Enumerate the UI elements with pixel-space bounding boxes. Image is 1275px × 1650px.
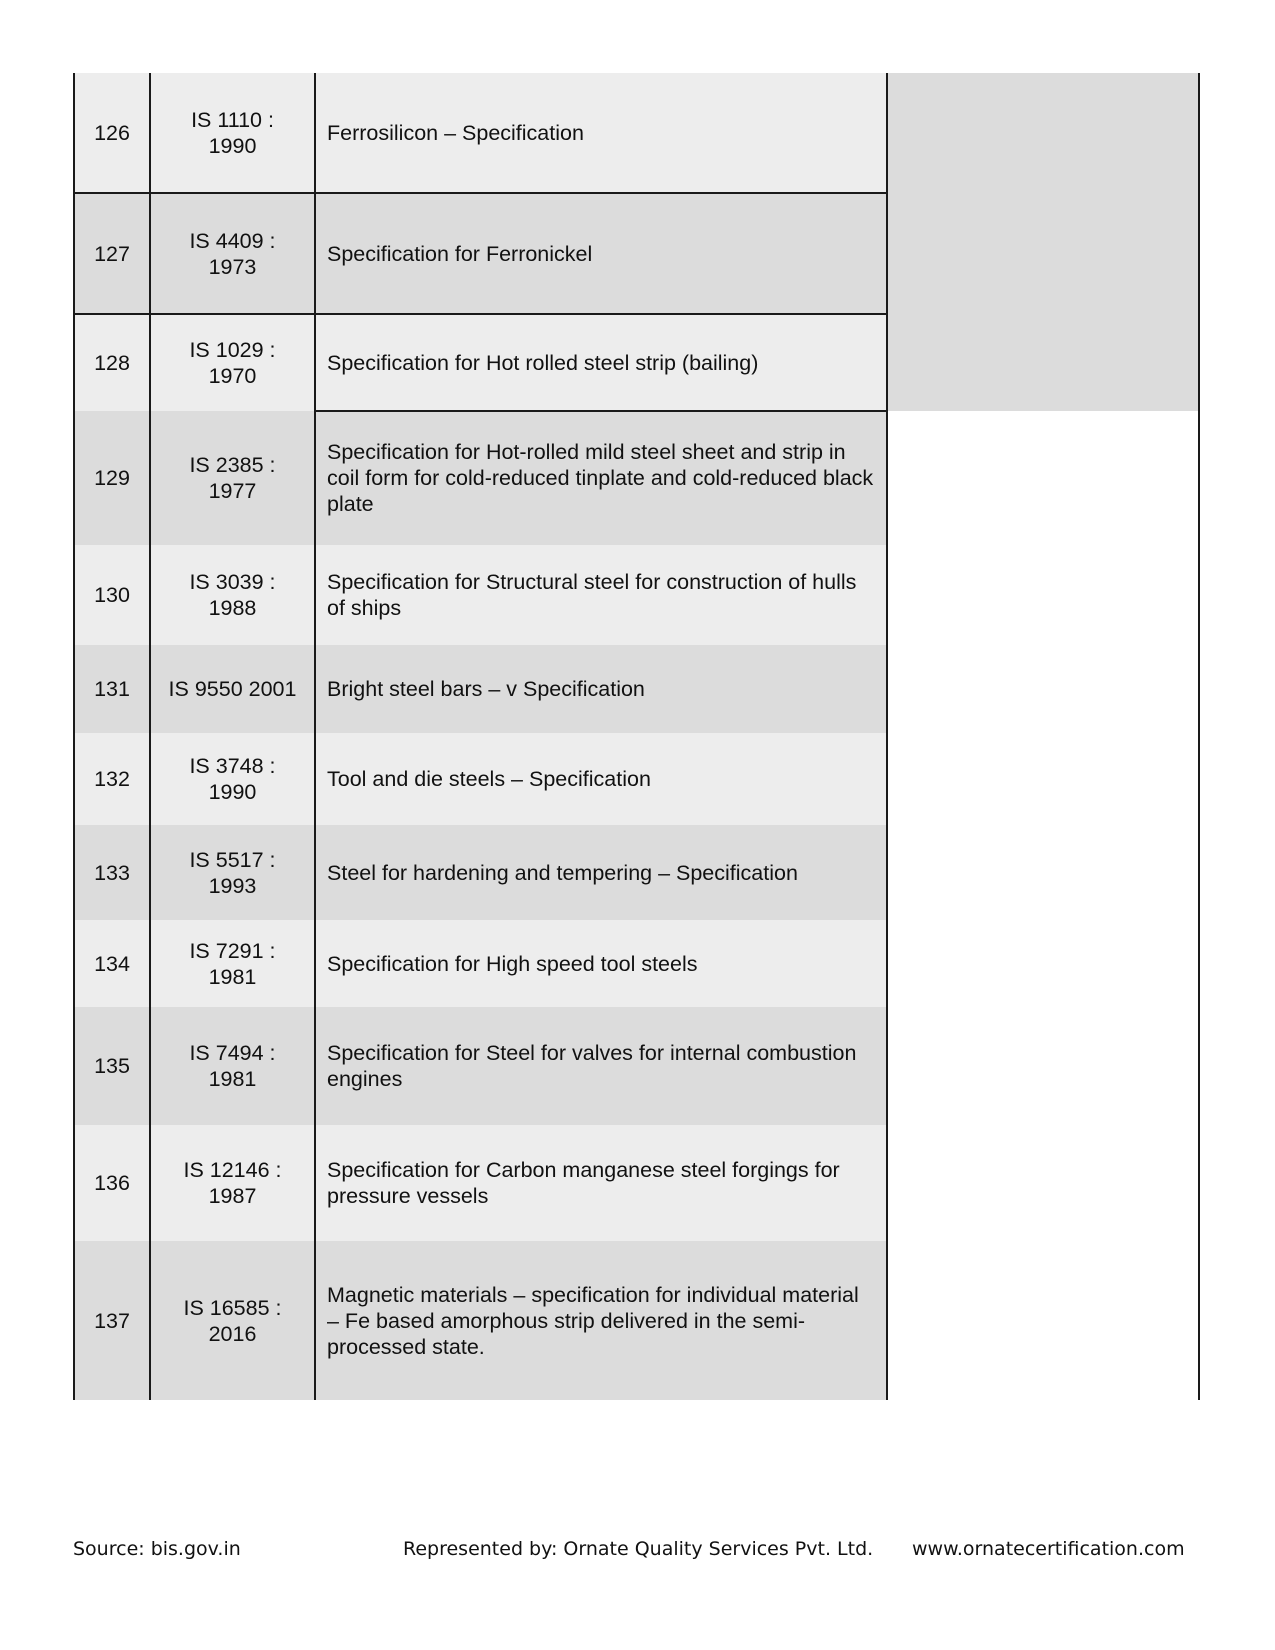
standard-number: IS 7494 : 1981 xyxy=(189,1041,276,1091)
standard-number: IS 2385 : 1977 xyxy=(189,453,276,503)
serial-number: 134 xyxy=(94,951,130,976)
standard-title: Bright steel bars – v Specification xyxy=(327,677,645,701)
standard-title: Ferrosilicon – Specification xyxy=(327,121,584,145)
footer-website[interactable]: www.ornatecertification.com xyxy=(912,1538,1185,1560)
standard-title: Specification for High speed tool steels xyxy=(327,951,698,976)
column-rule xyxy=(314,73,316,1400)
standard-number: IS 9550 2001 xyxy=(168,677,297,701)
serial-number: 137 xyxy=(94,1308,130,1333)
serial-number: 129 xyxy=(94,466,130,490)
column-rule xyxy=(886,73,888,1400)
standard-title: Tool and die steels – Specification xyxy=(327,767,651,791)
standard-number: IS 5517 : 1993 xyxy=(189,847,276,898)
row-rule xyxy=(315,410,888,412)
standard-title: Specification for Hot rolled steel strip (bailing) xyxy=(327,350,759,375)
standard-number: IS 4409 : 1973 xyxy=(189,228,276,279)
standard-number: IS 1110 : 1990 xyxy=(191,108,274,158)
standard-number: IS 3748 : 1990 xyxy=(189,754,276,804)
column-rule xyxy=(1198,73,1200,1400)
standard-title: Specification for Ferronickel xyxy=(327,241,593,266)
standard-number: IS 16585 : 2016 xyxy=(183,1295,282,1346)
footer-represented-by: Represented by: Ornate Quality Services Pvt. Ltd. xyxy=(403,1538,874,1560)
serial-number: 130 xyxy=(94,583,130,607)
merged-remarks-cell xyxy=(887,73,1199,411)
standard-number: IS 3039 : 1988 xyxy=(189,570,276,620)
serial-number: 133 xyxy=(94,860,130,885)
column-rule xyxy=(149,73,151,1400)
standard-number: IS 1029 : 1970 xyxy=(189,337,276,388)
standard-number: IS 7291 : 1981 xyxy=(189,938,276,989)
standard-title: Specification for Steel for valves for internal combustion engines xyxy=(327,1041,857,1091)
serial-number: 127 xyxy=(94,241,130,266)
standard-title: Specification for Hot-rolled mild steel sheet and strip in coil form for cold-reduced tinplate and cold-reduced black plate xyxy=(327,440,874,516)
standard-number: IS 12146 : 1987 xyxy=(183,1158,282,1208)
serial-number: 131 xyxy=(94,677,130,701)
row-rule xyxy=(74,313,888,315)
serial-number: 128 xyxy=(94,350,130,375)
standard-title: Specification for Carbon manganese steel forgings for pressure vessels xyxy=(327,1158,840,1208)
standard-title: Specification for Structural steel for construction of hulls of ships xyxy=(327,570,857,620)
standard-title: Magnetic materials – specification for individual material – Fe based amorphous strip delivered in the semi-processed state. xyxy=(327,1282,859,1359)
serial-number: 132 xyxy=(94,767,130,791)
standard-title: Steel for hardening and tempering – Specification xyxy=(327,860,798,885)
footer-source: Source: bis.gov.in xyxy=(73,1538,241,1560)
serial-number: 126 xyxy=(94,121,130,145)
serial-number: 136 xyxy=(94,1171,130,1195)
column-rule xyxy=(73,73,75,1400)
serial-number: 135 xyxy=(94,1054,130,1078)
row-rule xyxy=(74,192,888,194)
